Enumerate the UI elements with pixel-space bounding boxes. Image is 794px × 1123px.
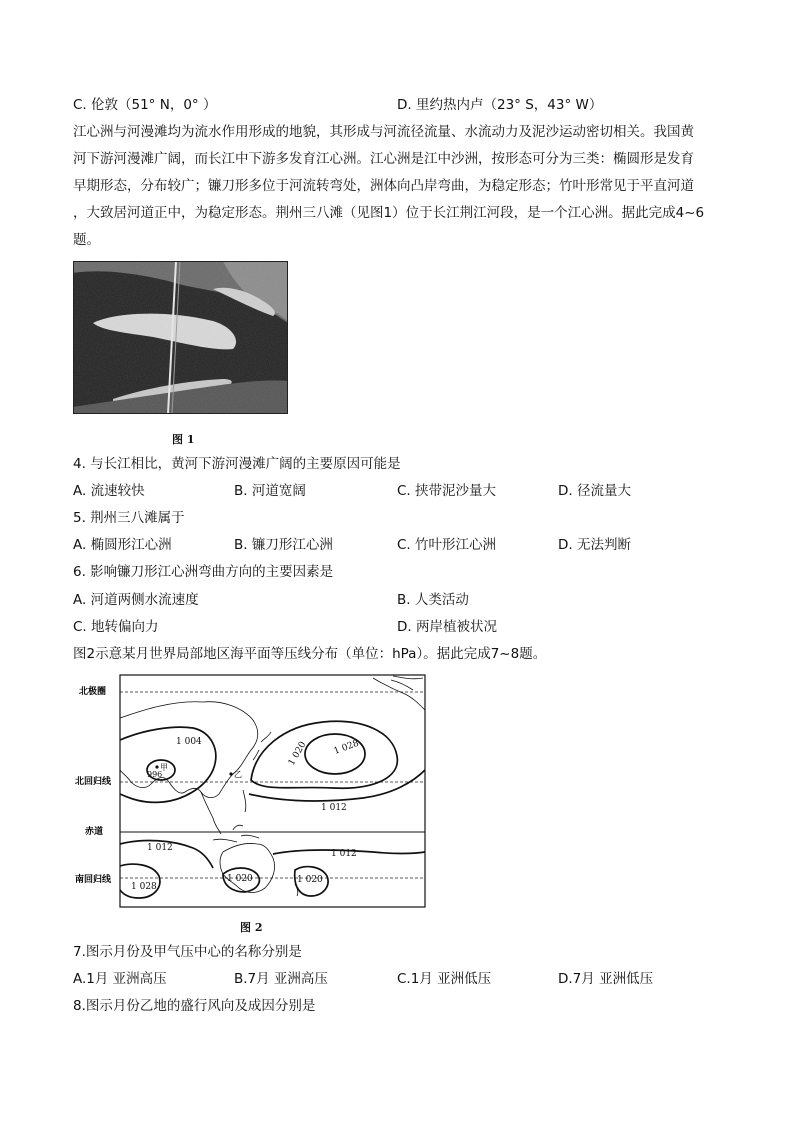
q4-option-b: B. 河道宽阔	[234, 483, 306, 499]
passage-line: 题。	[73, 232, 100, 248]
lat-label-tropic-of-capricorn: 南回归线	[75, 875, 112, 885]
question-7-stem: 7.图示月份及甲气压中心的名称分别是	[73, 944, 302, 960]
isobar-label-996: 996	[147, 770, 163, 779]
passage-line: ，大致居河道正中，为稳定形态。荆州三八滩（见图1）位于长江荆江河段，是一个江心洲。据此完成4~6	[73, 205, 705, 221]
lat-label-equator: 赤道	[85, 827, 104, 837]
passage-line: 江心洲与河漫滩均为流水作用形成的地貌，其形成与河流径流量、水流动力及泥沙运动密切相关。我国黄	[73, 124, 694, 140]
q5-option-a: A. 椭圆形江心洲	[73, 537, 172, 553]
q7-option-a: A.1月 亚洲高压	[73, 971, 167, 987]
isobar-label-1020-australia: 1 020	[227, 874, 253, 884]
question-4-stem: 4. 与长江相比，黄河下游河漫滩广阔的主要原因可能是	[73, 456, 401, 472]
q4-option-a: A. 流速较快	[73, 483, 145, 499]
passage-line: 河下游河漫滩广阔，而长江中下游多发育江心洲。江心洲是江中沙洲，按形态可分为三类：椭圆形是发育	[73, 151, 694, 167]
isobar-label-1020-north: 1 020	[286, 740, 309, 768]
figure-1-aerial-photo	[73, 261, 288, 414]
q3-option-d: D. 里约热内卢（23° S，43° W）	[397, 97, 603, 113]
point-yi-marker	[229, 772, 232, 775]
isobar-label-1020-pacific: 1 020	[297, 875, 323, 885]
figure-2-caption: 图 2	[240, 921, 263, 934]
q5-option-b: B. 镰刀形江心洲	[234, 537, 333, 553]
lat-label-arctic-circle: 北极圈	[79, 687, 107, 697]
point-jia-marker	[155, 765, 158, 768]
q5-option-c: C. 竹叶形江心洲	[397, 537, 497, 553]
q5-option-d: D. 无法判断	[558, 537, 631, 553]
point-label-yi: 乙	[234, 770, 242, 779]
question-5-stem: 5. 荆州三八滩属于	[73, 510, 185, 526]
q6-option-c: C. 地转偏向力	[73, 619, 159, 635]
isobar-label-1004: 1 004	[176, 737, 202, 747]
q4-option-c: C. 挟带泥沙量大	[397, 483, 497, 499]
passage-2: 图2示意某月世界局部地区海平面等压线分布（单位：hPa）。据此完成7~8题。	[73, 646, 547, 662]
passage-line: 早期形态，分布较广；镰刀形多位于河流转弯处，洲体向凸岸弯曲，为稳定形态；竹叶形常见于平直河道	[73, 178, 694, 194]
isobar-label-1012-south-west: 1 012	[147, 843, 173, 853]
question-8-stem: 8.图示月份乙地的盛行风向及成因分别是	[73, 998, 316, 1014]
q7-option-d: D.7月 亚洲低压	[558, 971, 654, 987]
point-label-jia: 甲	[160, 763, 168, 772]
lat-label-tropic-of-cancer: 北回归线	[75, 777, 112, 787]
isobar-label-1012-south-east: 1 012	[331, 849, 357, 859]
q7-option-b: B.7月 亚洲高压	[234, 971, 328, 987]
figure-2-isobar-map	[73, 670, 433, 910]
isobar-label-1028-north: 1 028	[332, 738, 361, 757]
q3-option-c: C. 伦敦（51° N，0° ）	[73, 97, 217, 113]
map-frame	[120, 675, 425, 907]
q6-option-d: D. 两岸植被状况	[397, 619, 497, 635]
isobar-label-1012-north: 1 012	[321, 803, 347, 813]
q7-option-c: C.1月 亚洲低压	[397, 971, 492, 987]
q4-option-d: D. 径流量大	[558, 483, 631, 499]
q6-option-a: A. 河道两侧水流速度	[73, 592, 199, 608]
isobar-label-1028-south: 1 028	[131, 882, 157, 892]
figure-1-caption: 图 1	[172, 433, 195, 446]
question-6-stem: 6. 影响镰刀形江心洲弯曲方向的主要因素是	[73, 564, 334, 580]
q6-option-b: B. 人类活动	[397, 592, 469, 608]
